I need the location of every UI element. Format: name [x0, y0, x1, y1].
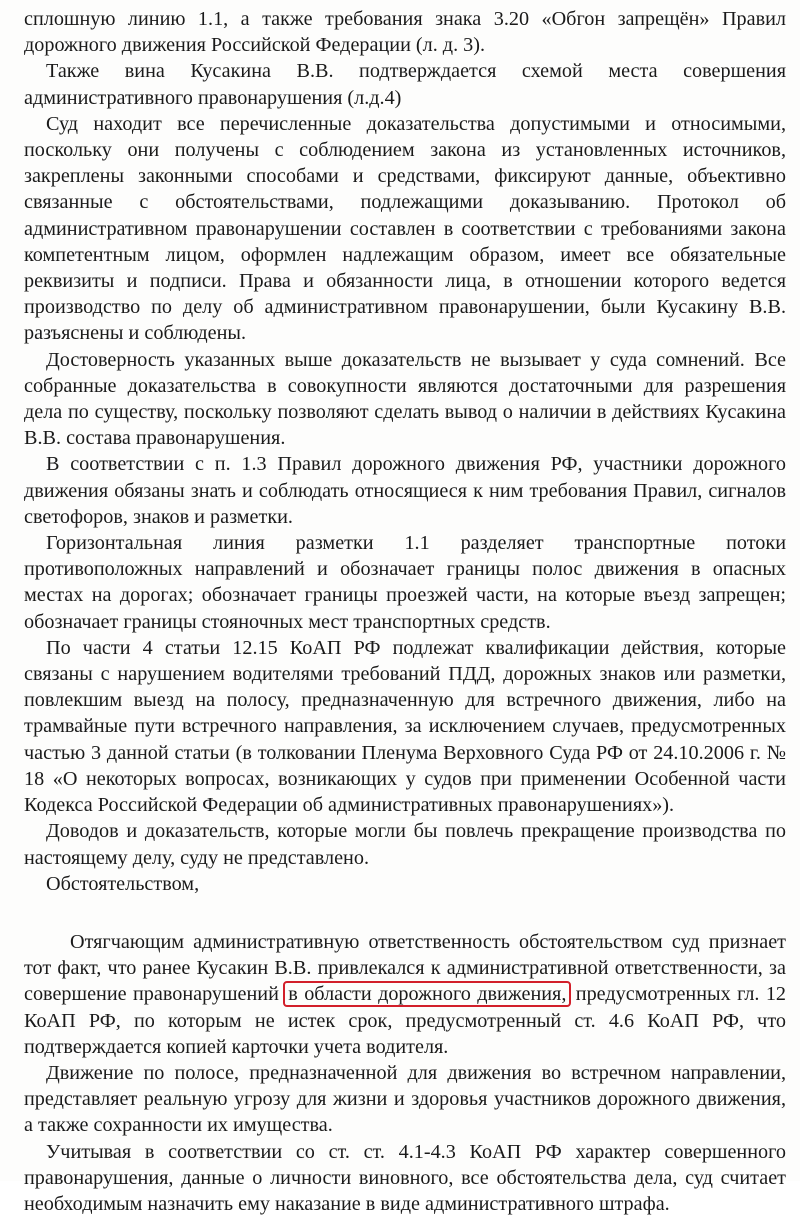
paragraph-traffic-rules-1-3: В соответствии с п. 1.3 Правил дорожного движения РФ, участники дорожного движения обязаны знать и соблюдать относящиеся к ним требования Правил, сигналов светофоров, знаков и разметки.: [24, 453, 786, 528]
paragraph-article-12-15: По части 4 статьи 12.15 КоАП РФ подлежат квалификации действия, которые связаны с нарушением водителями требований ПДД, дорожных знаков или разметки, повлекшим выезд на полосу, предназначенную для встречного движения, либо на трамвайные пути встречного направления, за исключением случаев, предусмотренных частью 3 данной статьи (в толковании Пленума Верховного Суда РФ от 24.10.2006 г. № 18 «О некоторых вопросах, возникающих у судов при применении Особенной части Кодекса Российской Федерации об административных правонарушениях»).: [24, 636, 786, 817]
paragraph-circumstance: Обстоятельством,: [46, 872, 200, 895]
paragraph-marking-1-1: Горизонтальная линия разметки 1.1 разделяет транспортные потоки противоположных направлений и обозначает границы полос движения в опасных местах на дорогах; обозначает границы проезжей части, на которые въезд запрещен; обозначает границы стояночных мест транспортных средств.: [24, 532, 786, 633]
highlighted-phrase: в области дорожного движения,: [283, 981, 571, 1007]
paragraph-evidence-reliability: Достоверность указанных выше доказательств не вызывает у суда сомнений. Все собранные доказательства в совокупности являются достаточными для разрешения дела по существу, поскольку позволяют сделать вывод о наличии в действиях Кусакина В.В. состава правонарушения.: [24, 348, 786, 450]
paragraph-oncoming-lane-threat: Движение по полосе, предназначенной для движения во встречном направлении, представляет реальную угрозу для жизни и здоровья участников дорожного движения, а также сохранности их имущества.: [24, 1061, 786, 1137]
aggravating-text-before: Отягчающим административную ответственность обстоятельством суд признает тот факт, что ранее Кусакин В.В. привлекался к административной ответственности, за совершение правонарушений: [24, 930, 786, 1006]
paragraph-scheme-evidence: Также вина Кусакина В.В. подтверждается схемой места совершения административного правонарушения (л.д.4): [24, 60, 786, 109]
paragraph-no-arguments: Доводов и доказательств, которые могли бы повлечь прекращение производства по настоящему делу, суду не представлено.: [24, 820, 786, 869]
paragraph-aggravating-circumstance: [24, 929, 786, 1060]
paragraph-penalty-decision: Учитывая в соответствии со ст. ст. 4.1-4.3 КоАП РФ характер совершенного правонарушения, данные о личности виновного, все обстоятельства дела, суд считает необходимым назначить ему наказание в виде административного штрафа.: [24, 1140, 786, 1215]
paragraph-line-continuation: сплошную линию 1.1, а также требования знака 3.20 «Обгон запрещён» Правил дорожного движения Российской Федерации (л. д. 3).: [24, 8, 786, 57]
paragraph-evidence-admissible: Суд находит все перечисленные доказательства допустимыми и относимыми, поскольку они получены с соблюдением закона из установленных источников, закреплены законными способами и средствами, фиксируют данные, объективно связанные с обстоятельствами, подлежащими доказыванию. Протокол об административном правонарушении составлен в соответствии с требованиями закона компетентным лицом, оформлен надлежащим образом, имеет все обязательные реквизиты и подписи. Права и обязанности лица, в отношении которого ведется производство по делу об административном правонарушении, были Кусакину В.В. разъяснены и соблюдены.: [24, 112, 786, 345]
aggravating-text-after: предусмотренных гл. 12 КоАП РФ, по которым не истек срок, предусмотренный ст. 4.6 КоАП РФ, что подтверждается копией карточки учета водителя.: [24, 983, 787, 1058]
